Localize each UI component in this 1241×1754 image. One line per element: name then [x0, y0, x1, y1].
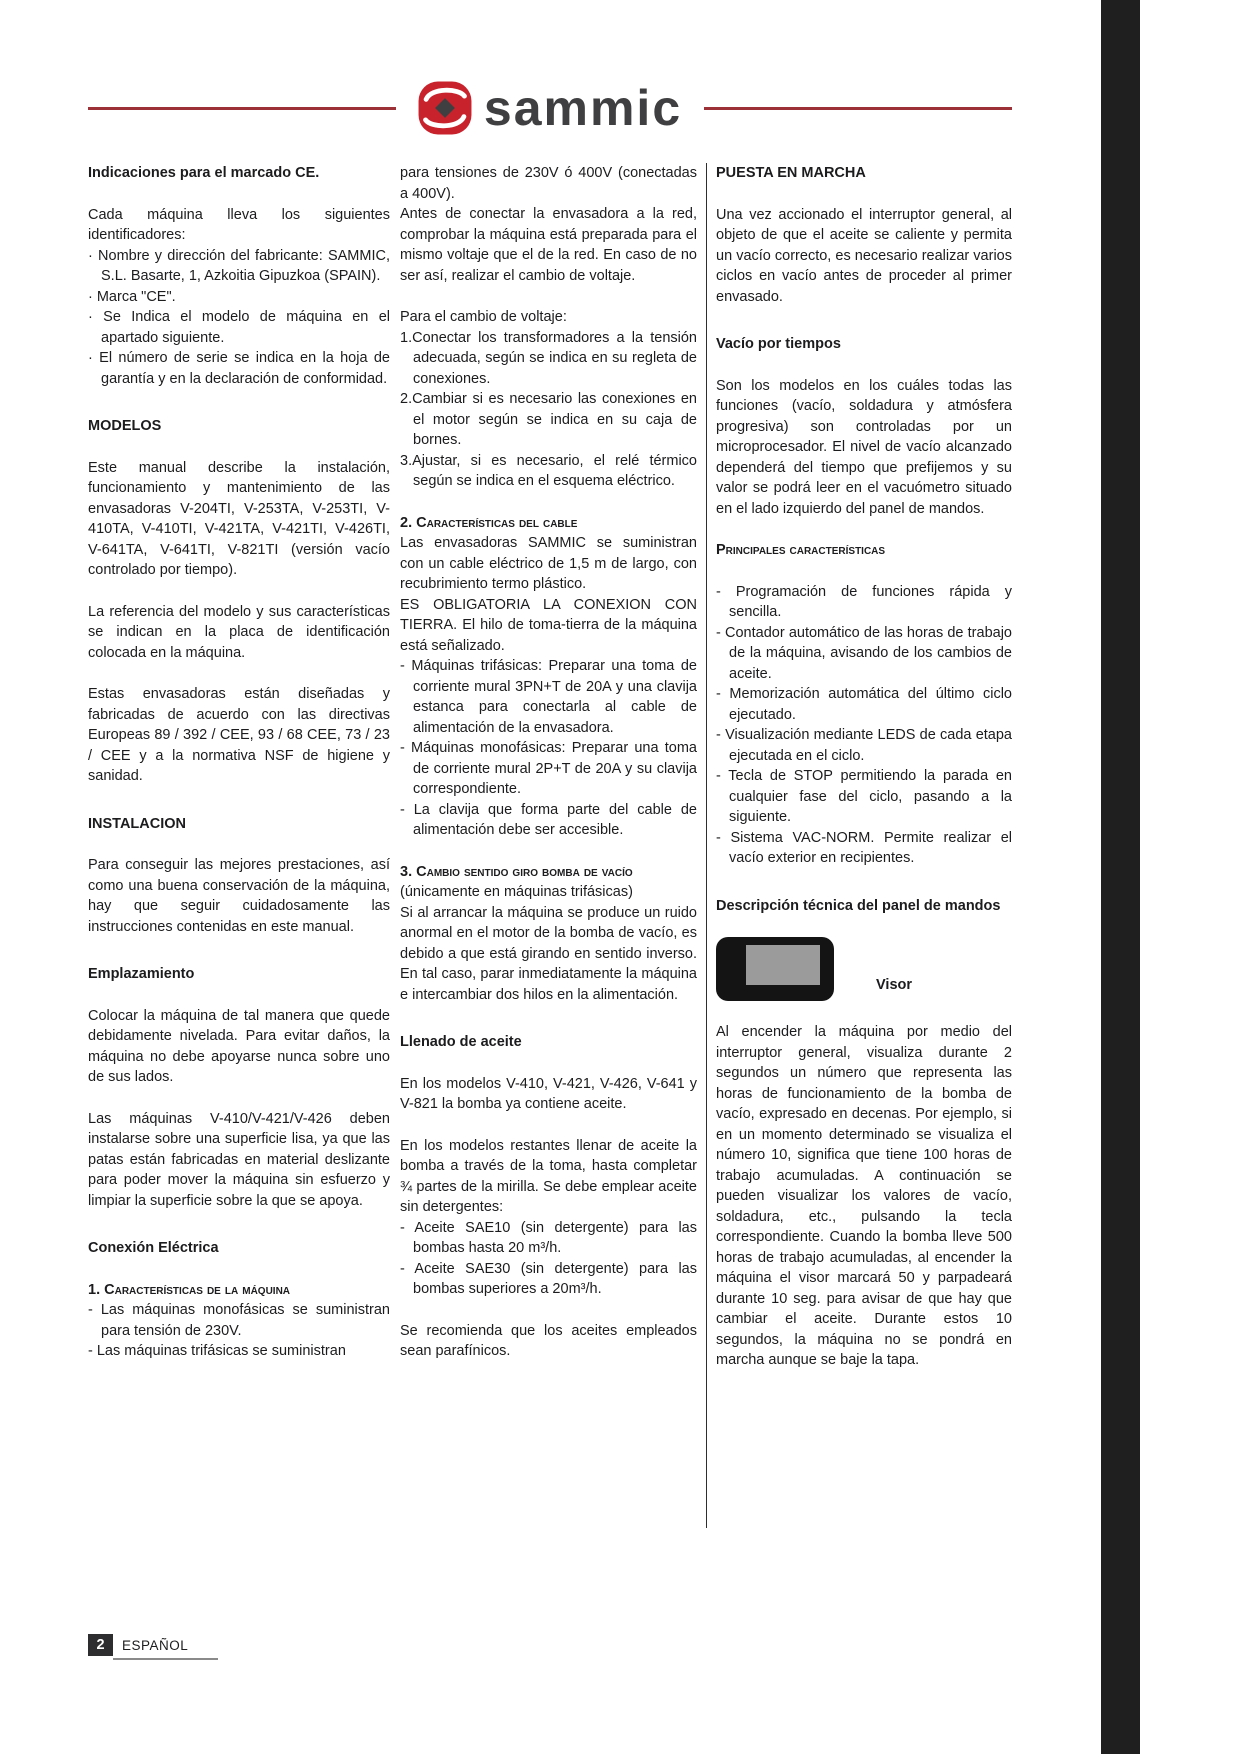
paragraph: ES OBLIGATORIA LA CONEXION CON TIERRA. El hilo de toma-tierra de la máquina está señalizado.	[400, 596, 697, 654]
column-middle	[400, 163, 697, 1362]
sammic-logo	[396, 81, 704, 135]
list-item: - Contador automático de las horas de trabajo de la máquina, avisando de los cambios de aceite.	[716, 624, 1012, 682]
display-figure	[716, 937, 1012, 1001]
section-heading: INSTALACION	[88, 815, 187, 832]
subsection-heading: 3. Cambio sentido giro bomba de vacío	[400, 863, 633, 880]
list-item: - Visualización mediante LEDS de cada etapa ejecutada en el ciclo.	[716, 727, 1012, 764]
sammic-emblem-icon	[418, 81, 472, 135]
right-edge-band	[1101, 0, 1140, 1754]
subsection-heading: 2. Características del cable	[400, 514, 578, 531]
paragraph: Antes de conectar la envasadora a la red, comprobar la máquina está preparada para el mismo voltaje que el de la red. En caso de no ser así, realizar el cambio de voltaje.	[400, 206, 697, 284]
section-heading: Vacío por tiempos	[716, 336, 841, 352]
paragraph: Colocar la máquina de tal manera que quede debidamente nivelada. Para evitar daños, la máquina no debe apoyarse nunca sobre uno de sus lados.	[88, 1007, 390, 1085]
list	[88, 1300, 390, 1362]
display-screen	[746, 945, 820, 985]
paragraph: Este manual describe la instalación, funcionamiento y mantenimiento de las envasadoras V-204TI, V-253TA, V-253TI, V-410TA, V-410TI, V-421TA, V-421TI, V-426TI, V-641TA, V-641TI, V-821TI (versión vacío controlado por tiempo).	[88, 459, 390, 578]
section-heading: Indicaciones para el marcado CE.	[88, 165, 320, 181]
column-right	[716, 163, 1012, 1371]
content-columns	[88, 163, 1012, 1543]
section-heading: Conexión Eléctrica	[88, 1240, 219, 1256]
list	[400, 656, 697, 841]
list-item: 2.Cambiar si es necesario las conexiones en el motor según se indica en su caja de bornes.	[400, 391, 697, 448]
section-heading: Descripción técnica del panel de mandos	[716, 897, 1001, 914]
list	[400, 1218, 697, 1300]
list-item: - Sistema VAC-NORM. Permite realizar el vacío exterior en recipientes.	[716, 829, 1012, 866]
list-item: - Las máquinas monofásicas se suministran para tensión de 230V.	[88, 1302, 390, 1339]
list-item: 3.Ajustar, si es necesario, el relé térmico según se indica en el esquema eléctrico.	[400, 452, 697, 489]
paragraph: La referencia del modelo y sus características se indican en la placa de identificación colocada en la máquina.	[88, 603, 390, 661]
section-heading: PUESTA EN MARCHA	[716, 165, 866, 181]
list-item: · El número de serie se indica en la hoja de garantía y en la declaración de conformidad.	[88, 350, 390, 387]
list-item: · Marca "CE".	[88, 288, 176, 305]
control-panel-display-image	[716, 937, 834, 1001]
paragraph: En los modelos restantes llenar de aceite la bomba a través de la toma, hasta completar ¾ partes de la mirilla. Se debe emplear aceite sin detergentes:	[400, 1137, 697, 1215]
visor-caption: Visor	[876, 976, 913, 993]
paragraph: Estas envasadoras están diseñadas y fabricadas de acuerdo con las directivas Europeas 89 / 392 / CEE, 93 / 68 CEE, 73 / 23 / CEE y a la normativa NSF de higiene y sanidad.	[88, 686, 390, 784]
list-item: · Nombre y dirección del fabricante: SAMMIC, S.L. Basarte, 1, Azkoitia Gipuzkoa (SPAIN).	[88, 247, 390, 284]
paragraph: Cada máquina lleva los siguientes identificadores:	[88, 206, 390, 243]
paragraph: Las máquinas V-410/V-421/V-426 deben instalarse sobre una superficie lisa, ya que las patas están fabricadas en material deslizante para poder mover la máquina sin esfuerzo y limpiar la superficie sobre la que se apoya.	[88, 1110, 390, 1209]
list-item: - Programación de funciones rápida y sencilla.	[716, 583, 1012, 620]
subsection-heading: 1. Características de la máquina	[88, 1281, 291, 1298]
paragraph: Las envasadoras SAMMIC se suministran con un cable eléctrico de 1,5 m de largo, con recubrimiento termo plástico.	[400, 535, 697, 592]
list-item: - Aceite SAE30 (sin detergente) para las bombas superiores a 20m³/h.	[400, 1260, 697, 1297]
column-divider	[706, 163, 707, 1528]
page-number-badge: 2	[88, 1634, 113, 1656]
paragraph: En los modelos V-410, V-421, V-426, V-641 y V-821 la bomba ya contiene aceite.	[400, 1075, 697, 1112]
list-item: - Aceite SAE10 (sin detergente) para las bombas hasta 20 m³/h.	[400, 1219, 697, 1256]
paragraph: (únicamente en máquinas trifásicas)	[400, 884, 633, 900]
list-item: - La clavija que forma parte del cable de alimentación debe ser accesible.	[400, 801, 697, 838]
section-heading: Emplazamiento	[88, 966, 195, 982]
language-label: ESPAÑOL	[122, 1637, 189, 1653]
list-item: - Tecla de STOP permitiendo la parada en cualquier fase del ciclo, pasando a la siguiente.	[716, 768, 1012, 825]
paragraph: para tensiones de 230V ó 400V (conectadas a 400V).	[400, 165, 697, 202]
list-item: - Máquinas monofásicas: Preparar una toma de corriente mural 2P+T de 20A y su clavija correspondiente.	[400, 740, 697, 797]
header-rule-right	[704, 107, 1012, 110]
page-header	[88, 70, 1012, 146]
list	[400, 328, 697, 492]
paragraph: Para el cambio de voltaje:	[400, 309, 567, 325]
list	[716, 582, 1012, 869]
subsection-heading: Principales características	[716, 542, 886, 558]
list-item: - Las máquinas trifásicas se suministran	[88, 1343, 346, 1359]
paragraph: Son los modelos en los cuáles todas las funciones (vacío, soldadura y atmósfera progresiva) son controladas por un microprocesador. El nivel de vacío alcanzado dependerá del tiempo que prefijemos y su valor se podrá leer en el vacuómetro situado en el lado izquierdo del panel de mandos.	[716, 377, 1012, 517]
column-left	[88, 163, 390, 1362]
paragraph: Una vez accionado el interruptor general, al objeto de que el aceite se caliente y permita un vacío correcto, es necesario realizar varios ciclos en vacío antes de proceder al primer envasado.	[716, 206, 1012, 305]
header-rule-left	[88, 107, 396, 110]
list	[88, 246, 390, 390]
list-item: - Memorización automática del último ciclo ejecutado.	[716, 686, 1012, 723]
sammic-wordmark: sammic	[483, 80, 683, 136]
paragraph: Para conseguir las mejores prestaciones, así como una buena conservación de la máquina, hay que seguir cuidadosamente las instrucciones contenidas en este manual.	[88, 857, 390, 935]
list-item: 1.Conectar los transformadores a la tensión adecuada, según se indica en su regleta de conexiones.	[400, 329, 697, 387]
paragraph: Se recomienda que los aceites empleados sean parafínicos.	[400, 1322, 697, 1359]
paragraph: Al encender la máquina por medio del interruptor general, visualiza durante 2 segundos un número que representa las horas de funcionamiento de la bomba de vacío, expresado en decenas. Por ejemplo, si en un momento determinado se visualiza el número 10, significa que tiene 100 horas de trabajo acumuladas. A continuación se pueden visualizar los valores de vacío, soldadura, etc., pulsando la tecla correspondiente. Cuando la bomba lleve 500 horas de trabajo acumuladas, al encender la máquina el visor marcará 50 y parpadeará durante 10 seg. para avisar de que hay que cambiar el aceite. Durante estos 10 segundos, la máquina no se pondrá en marcha aunque se baje la tapa.	[716, 1024, 1012, 1368]
footer-rule	[113, 1658, 218, 1660]
section-heading: Llenado de aceite	[400, 1034, 522, 1050]
list-item: - Máquinas trifásicas: Preparar una toma de corriente mural 3PN+T de 20A y una clavija estanca para conectarla al cable de alimentación de la envasadora.	[400, 658, 697, 736]
page-footer	[88, 1634, 188, 1656]
list-item: · Se Indica el modelo de máquina en el apartado siguiente.	[88, 309, 390, 346]
section-heading: MODELOS	[88, 418, 162, 434]
paragraph: Si al arrancar la máquina se produce un ruido anormal en el motor de la bomba de vacío, es debido a que está girando en sentido inverso. En tal caso, parar inmediatamente la máquina e intercambiar dos hilos en la alimentación.	[400, 904, 697, 1003]
